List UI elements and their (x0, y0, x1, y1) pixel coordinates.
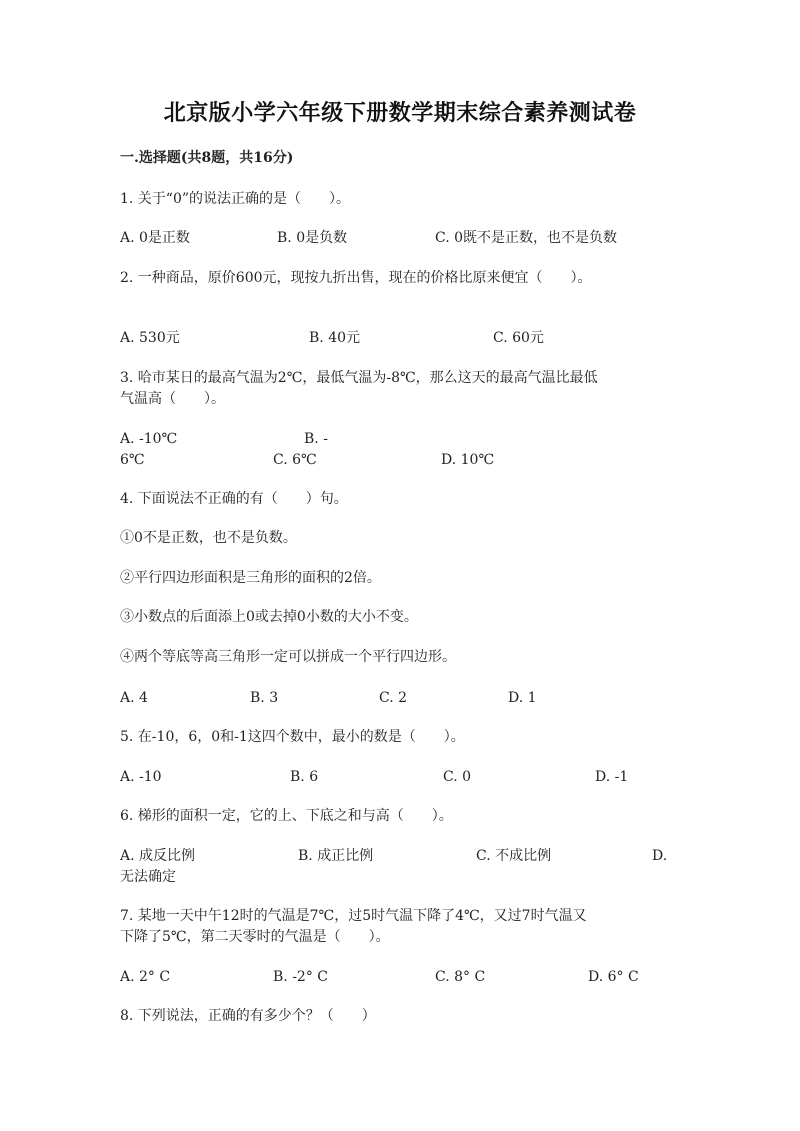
question-3-stem-line-2: 气温高（ ）。 (120, 391, 225, 407)
question-7-option-c: C. 8° C (435, 969, 486, 985)
question-5-stem: 5. 在-10，6，0和-1这四个数中，最小的数是（ ）。 (120, 729, 465, 745)
question-6-option-c: C. 不成比例 (476, 848, 552, 864)
page-title: 北京版小学六年级下册数学期末综合素养测试卷 (163, 100, 637, 126)
question-3-stem-line-1: 3. 哈市某日的最高气温为2℃，最低气温为-8℃，那么这天的最高气温比最低 (120, 370, 598, 386)
question-2-option-c: C. 60元 (493, 330, 544, 346)
question-7-option-b: B. -2° C (273, 969, 328, 985)
question-2-stem: 2. 一种商品，原价600元，现按九折出售，现在的价格比原来便宜（ ）。 (120, 270, 592, 286)
question-4-option-c: C. 2 (379, 690, 408, 706)
question-5-option-a: A. -10 (120, 769, 162, 785)
question-2-option-a: A. 530元 (120, 330, 180, 346)
question-4-stem: 4. 下面说法不正确的有（ ）句。 (120, 491, 348, 507)
question-1-option-a: A. 0是正数 (120, 230, 190, 246)
question-4-statement-3: ③小数点的后面添上0或去掉0小数的大小不变。 (120, 609, 418, 625)
question-3-option-b-wrap: 6℃ (120, 452, 145, 468)
question-4-option-d: D. 1 (508, 690, 537, 706)
question-5-option-d: D. -1 (595, 769, 629, 785)
question-2-option-b: B. 40元 (309, 330, 361, 346)
question-6-option-b: B. 成正比例 (298, 848, 374, 864)
question-6-option-d: D. (652, 848, 668, 864)
question-3-option-b: B. - (304, 431, 328, 447)
question-3-option-d: D. 10℃ (441, 452, 495, 468)
question-7-option-d: D. 6° C (588, 969, 639, 985)
question-8-stem: 8. 下列说法，正确的有多少个？（ ） (120, 1008, 376, 1024)
question-7-stem-line-1: 7. 某地一天中午12时的气温是7℃，过5时气温下降了4℃，又过7时气温又 (120, 908, 587, 924)
question-4-statement-4: ④两个等底等高三角形一定可以拼成一个平行四边形。 (120, 649, 456, 665)
question-3-option-a: A. -10℃ (120, 431, 178, 447)
question-6-option-d-wrap: 无法确定 (120, 869, 176, 885)
question-1-option-b: B. 0是负数 (277, 230, 348, 246)
question-5-option-b: B. 6 (290, 769, 319, 785)
question-4-option-a: A. 4 (120, 690, 148, 706)
question-7-option-a: A. 2° C (120, 969, 171, 985)
question-1-stem: 1. 关于“0”的说法正确的是（ ）。 (120, 191, 351, 207)
question-4-statement-1: ①0不是正数，也不是负数。 (120, 530, 297, 546)
question-4-statement-2: ②平行四边形面积是三角形的面积的2倍。 (120, 570, 381, 586)
question-1-option-c: C. 0既不是正数，也不是负数 (435, 230, 618, 246)
question-4-option-b: B. 3 (250, 690, 279, 706)
section-heading: 一.选择题(共8题，共16分) (120, 150, 294, 166)
question-6-stem: 6. 梯形的面积一定，它的上、下底之和与高（ ）。 (120, 808, 453, 824)
question-3-option-c: C. 6℃ (273, 452, 317, 468)
question-6-option-a: A. 成反比例 (120, 848, 196, 864)
question-7-stem-line-2: 下降了5℃，第二天零时的气温是（ ）。 (120, 929, 390, 945)
question-5-option-c: C. 0 (443, 769, 472, 785)
